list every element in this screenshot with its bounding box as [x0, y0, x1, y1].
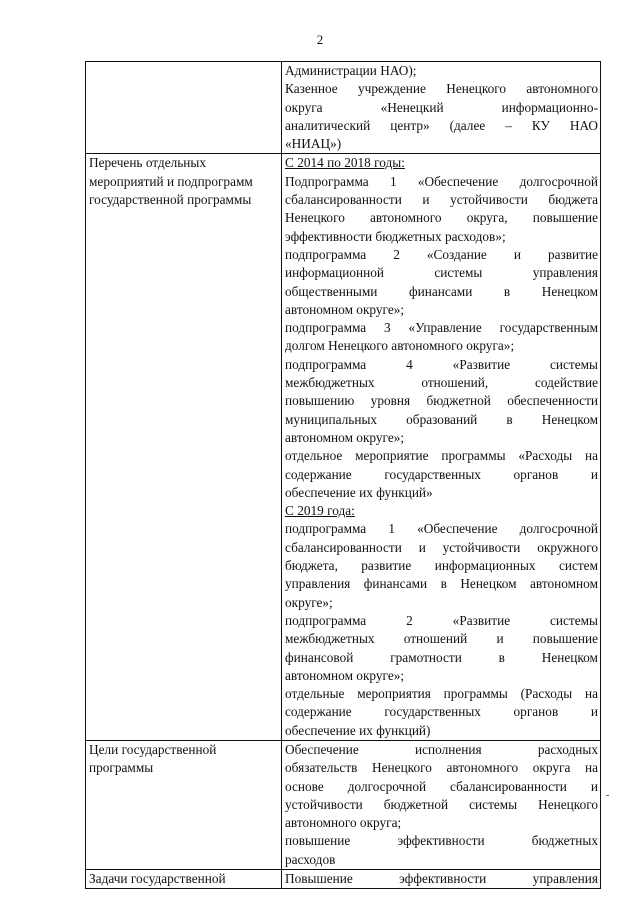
- content-line: отдельные мероприятия программы (Расходы на: [285, 686, 598, 702]
- content-line: подпрограмма 1 «Обеспечение долгосрочной: [285, 521, 598, 537]
- content-line: округа «Ненецкий информационно-: [285, 99, 598, 115]
- content-line: Повышение эффективности управления: [285, 871, 598, 887]
- content-line: содержание государственных органов и: [285, 704, 598, 720]
- row-content-cell: [282, 62, 601, 154]
- content-line: долгом Ненецкого автономного округа»;: [285, 338, 515, 354]
- content-line: Ненецкого автономного округа, повышение: [285, 210, 598, 226]
- period-heading: С 2019 года:: [285, 503, 355, 519]
- row-label-cell: [86, 740, 282, 869]
- content-line: автономном округе»;: [285, 301, 405, 317]
- content-line: Администрации НАО);: [285, 63, 417, 78]
- content-line: финансовой грамотности в Ненецком: [285, 649, 598, 665]
- row-label-line: Задачи государственной: [89, 871, 226, 887]
- table-row: [86, 870, 601, 889]
- content-line: автономном округе»;: [285, 667, 405, 683]
- content-line: Обеспечение исполнения расходных: [285, 741, 598, 757]
- content-line: подпрограмма 3 «Управление государственным: [285, 320, 598, 336]
- content-line: автономного округа;: [285, 815, 402, 831]
- content-line: обеспечение их функций): [285, 722, 431, 738]
- content-line: бюджета, развитие информационных систем: [285, 558, 598, 574]
- content-line: повышение эффективности бюджетных: [285, 833, 598, 849]
- content-line: муниципальных образований в Ненецком: [285, 411, 598, 427]
- period-heading: С 2014 по 2018 годы:: [285, 155, 405, 171]
- row-content-cell: [282, 740, 601, 869]
- content-line: межбюджетных отношений и повышение: [285, 631, 598, 647]
- content-line: аналитический центр» (далее – КУ НАО: [285, 117, 598, 133]
- content-line: сбалансированности и устойчивости бюджета: [285, 192, 598, 208]
- content-line: обязательств Ненецкого автономного округа на: [285, 760, 598, 776]
- content-line: отдельное мероприятие программы «Расходы на: [285, 448, 598, 464]
- row-label-line: государственной программы: [89, 192, 252, 208]
- table-row: [86, 740, 601, 869]
- content-line: «НИАЦ»): [285, 136, 342, 152]
- content-line: повышению уровня бюджетной обеспеченности: [285, 393, 598, 409]
- content-line: содержание государственных органов и: [285, 466, 598, 482]
- content-line: основе долгосрочной сбалансированности и: [285, 778, 598, 794]
- content-line: эффективности бюджетных расходов»;: [285, 228, 506, 244]
- program-passport-table: [85, 61, 601, 889]
- content-line: общественными финансами в Ненецком: [285, 283, 598, 299]
- content-line: расходов: [285, 851, 336, 867]
- content-line: устойчивости бюджетной системы Ненецкого: [285, 796, 598, 812]
- margin-mark: -: [606, 790, 610, 801]
- content-line: сбалансированности и устойчивости окружного: [285, 539, 598, 555]
- content-line: подпрограмма 2 «Создание и развитие: [285, 246, 598, 262]
- row-label-line: мероприятий и подпрограмм: [89, 173, 253, 189]
- content-line: Подпрограмма 1 «Обеспечение долгосрочной: [285, 173, 598, 189]
- content-line: подпрограмма 2 «Развитие системы: [285, 612, 598, 628]
- page-number: 2: [316, 32, 324, 47]
- table-row: [86, 62, 601, 154]
- content-line: обеспечение их функций»: [285, 484, 433, 500]
- content-line: округе»;: [285, 594, 333, 610]
- content-line: управления финансами в Ненецком автономном: [285, 576, 598, 592]
- row-label-line: Перечень отдельных: [89, 155, 206, 171]
- content-line: информационной системы управления: [285, 265, 598, 281]
- row-label-line: Цели государственной: [89, 741, 217, 757]
- row-content-cell: [282, 154, 601, 741]
- content-line: автономном округе»;: [285, 429, 405, 445]
- table-row: [86, 154, 601, 741]
- row-label-cell: [86, 870, 282, 889]
- row-label-cell: [86, 154, 282, 741]
- content-line: межбюджетных отношений, содействие: [285, 375, 598, 391]
- row-content-cell: [282, 870, 601, 889]
- row-label-cell: [86, 62, 282, 154]
- content-line: подпрограмма 4 «Развитие системы: [285, 356, 598, 372]
- content-line: Казенное учреждение Ненецкого автономного: [285, 81, 598, 97]
- row-label-line: программы: [89, 760, 154, 776]
